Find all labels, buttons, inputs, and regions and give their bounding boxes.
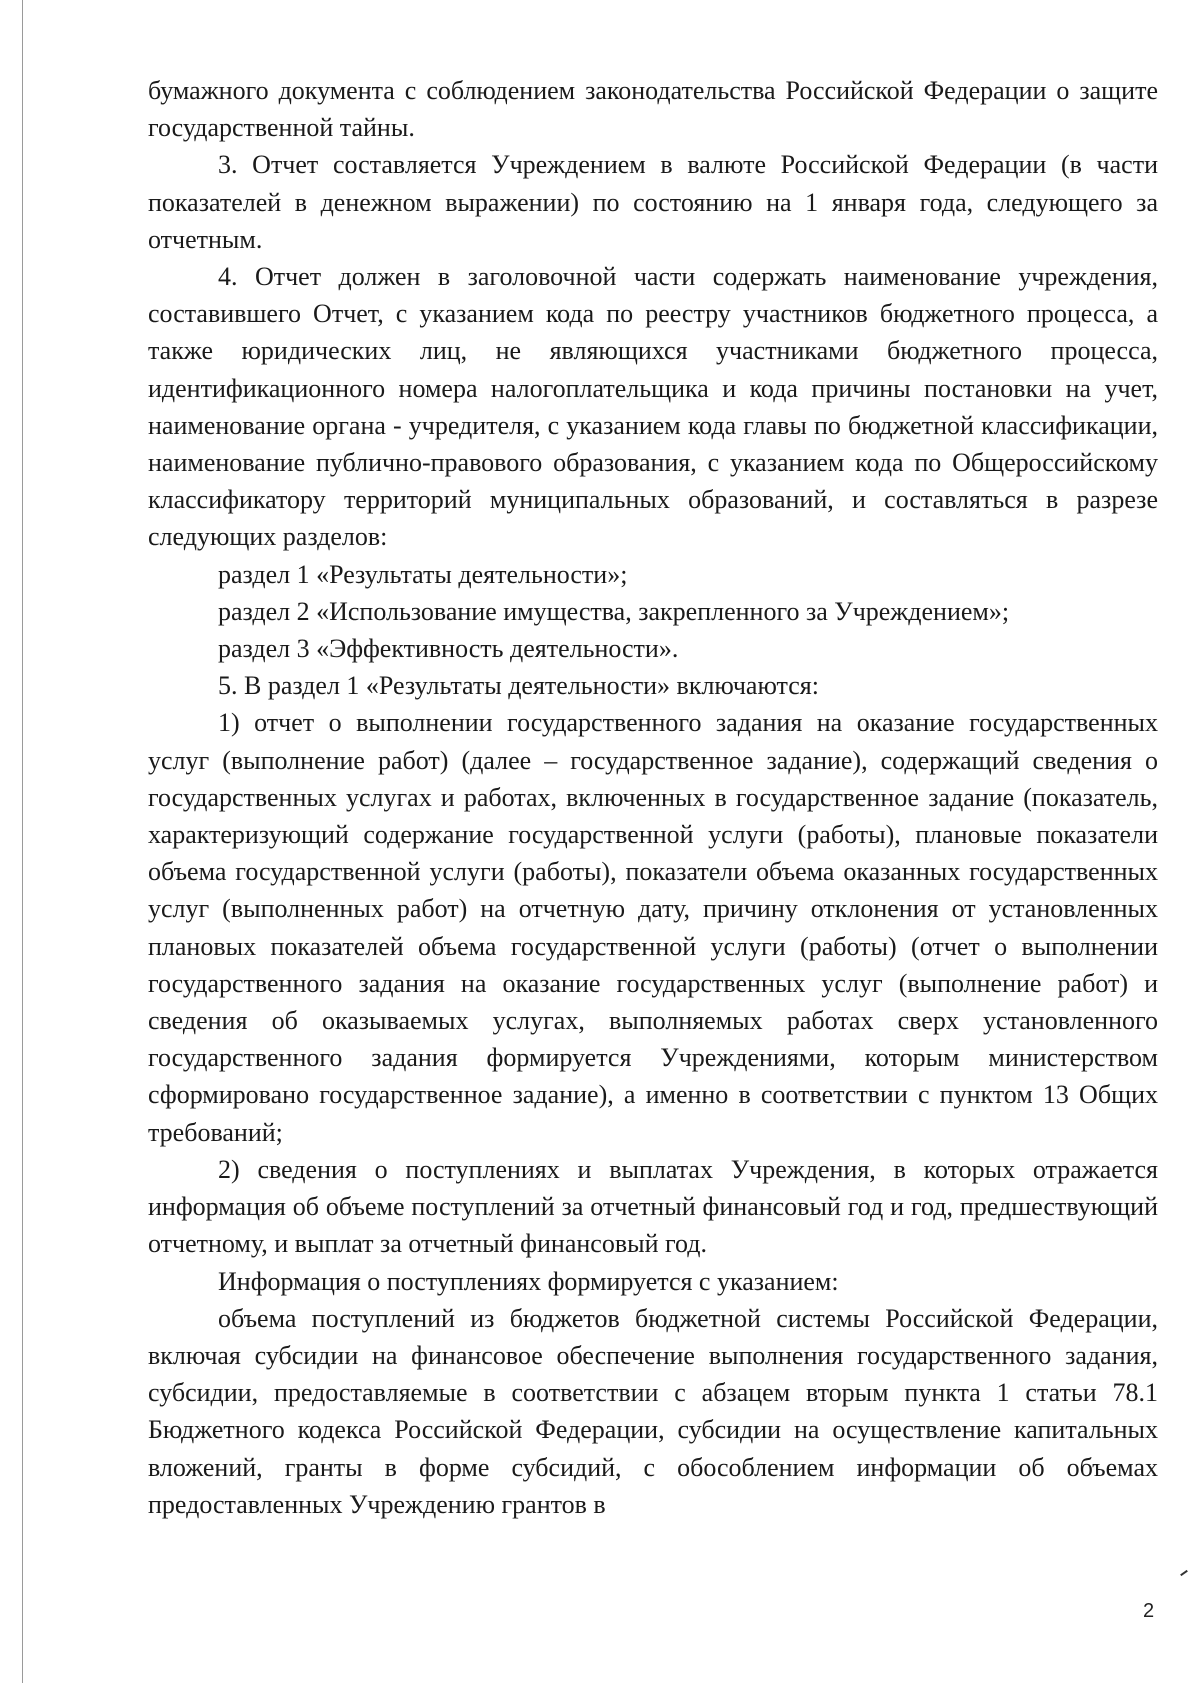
page-number: 2 — [1143, 1600, 1155, 1622]
paragraph-subitem-2: 2) сведения о поступлениях и выплатах Учреждения, в которых отражается информация об объеме поступлений за отчетный финансовый год и год, предшествующий отчетному, и выплат за отчетный финансовый год. — [148, 1154, 1158, 1259]
paragraph-subitem-1: 1) отчет о выполнении государственного задания на оказание государственных услуг (выполнение работ) (далее – государственное задание), содержащий сведения о государственных услугах и работах, включенных в государственное задание (показатель, характеризующий содержание государственной услуги (работы), плановые показатели объема государственной услуги (работы), показатели объема оказанных государственных услуг (выполненных работ) на отчетную дату, причину отклонения от установленных плановых показателей объема государственной услуги (работы) (отчет о выполнении государственного задания на оказание государственных услуг (выполнение работ) и сведения об оказываемых услугах, выполняемых работах сверх установленного государственного задания формируется Учреждениями, которым министерством сформировано государственное задание), а именно в соответствии с пунктом 13 Общих требований; — [148, 708, 1158, 1147]
document-body — [148, 72, 1158, 1523]
paragraph-item-4: 4. Отчет должен в заголовочной части содержать наименование учреждения, составившего Отчет, с указанием кода по реестру участников бюджетного процесса, а также юридических лиц, не являющихся участниками бюджетного процесса, идентификационного номера налогоплательщика и кода причины постановки на учет, наименование органа - учредителя, с указанием кода главы по бюджетной классификации, наименование публично-правового образования, с указанием кода по Общероссийскому классификатору территорий муниципальных образований, и составляться в разрезе следующих разделов: — [148, 262, 1158, 552]
paragraph-receipts-volume: объема поступлений из бюджетов бюджетной системы Российской Федерации, включая субсидии на финансовое обеспечение выполнения государственного задания, субсидии, предоставляемые в соответствии с абзацем вторым пункта 1 статьи 78.1 Бюджетного кодекса Российской Федерации, субсидии на осуществление капитальных вложений, гранты в форме субсидий, с обособлением информации об объемах предоставленных Учреждению грантов в — [148, 1303, 1158, 1519]
scan-edge-line — [22, 0, 23, 1683]
paragraph-item-5: 5. В раздел 1 «Результаты деятельности» включаются: — [218, 671, 819, 701]
paragraph-item-3: 3. Отчет составляется Учреждением в валюте Российской Федерации (в части показателей в денежном выражении) по состоянию на 1 января года, следующего за отчетным. — [148, 150, 1158, 254]
section-list-item-1: раздел 1 «Результаты деятельности»; — [218, 559, 628, 589]
section-list-item-3: раздел 3 «Эффективность деятельности». — [218, 634, 679, 664]
paragraph-receipts-info: Информация о поступлениях формируется с указанием: — [218, 1266, 839, 1296]
section-list-item-2: раздел 2 «Использование имущества, закрепленного за Учреждением»; — [218, 596, 1010, 626]
paragraph-state-secret: бумажного документа с соблюдением законодательства Российской Федерации о защите государственной тайны. — [148, 76, 1158, 143]
scan-mark — [1180, 1570, 1188, 1576]
